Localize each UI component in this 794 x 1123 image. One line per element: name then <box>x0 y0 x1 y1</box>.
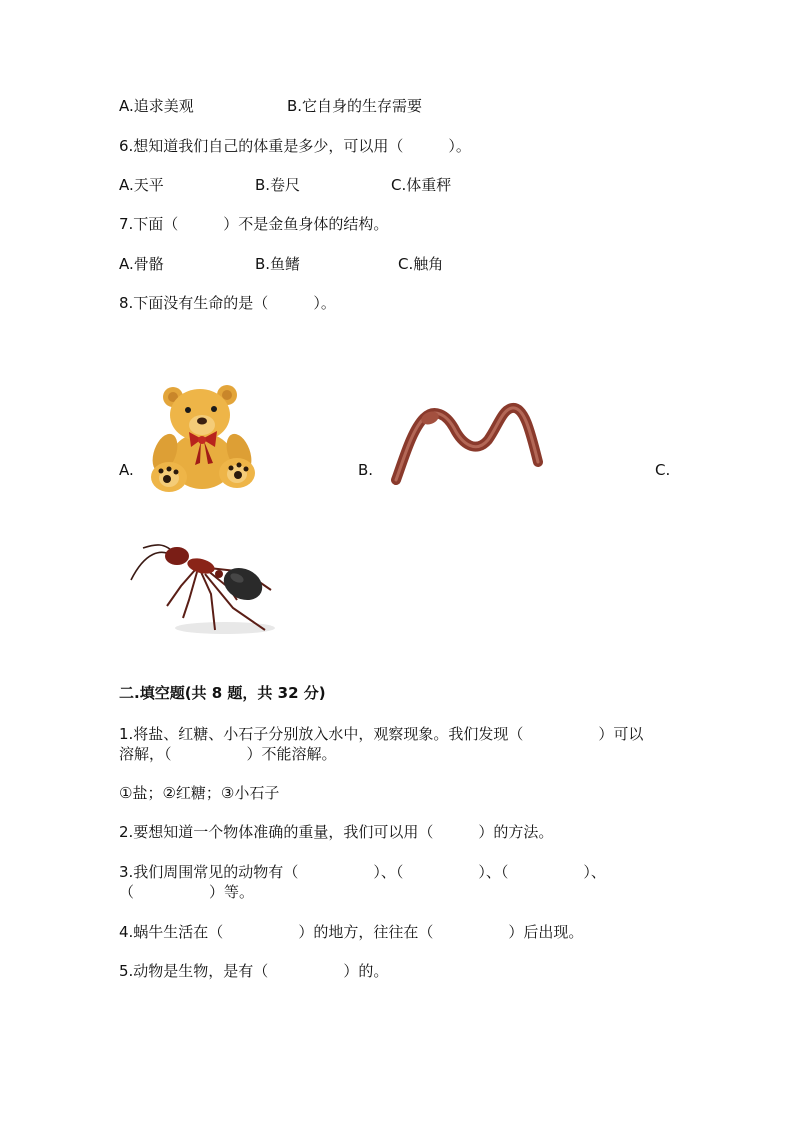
q8-label-b: B. <box>358 461 374 479</box>
q8-label-a: A. <box>119 461 134 479</box>
fill-q1-note: ①盐；②红糖；③小石子 <box>119 784 280 802</box>
fill-q3-line1: 3.我们周围常见的动物有（ ）、（ ）、（ ）、 <box>119 863 606 881</box>
q8-label-c: C. <box>655 461 671 479</box>
q7-option-c: C.触角 <box>398 255 444 273</box>
fill-q4: 4.蜗牛生活在（ ）的地方，往往在（ ）后出现。 <box>119 923 584 941</box>
fill-q1-line1: 1.将盐、红糖、小石子分别放入水中，观察现象。我们发现（ ）可以 <box>119 725 644 743</box>
q7-stem: 7.下面（ ）不是金鱼身体的结构。 <box>119 215 389 233</box>
earthworm-image <box>390 400 545 485</box>
teddy-bear-image <box>145 383 260 495</box>
q7-option-a: A.骨骼 <box>119 255 164 273</box>
section-title: 二.填空题(共 8 题，共 32 分) <box>119 684 326 702</box>
q6-option-b: B.卷尺 <box>255 176 301 194</box>
fill-q3-line2: （ ）等。 <box>119 883 255 901</box>
q7-option-b: B.鱼鳍 <box>255 255 301 273</box>
fill-q2: 2.要想知道一个物体准确的重量，我们可以用（ ）的方法。 <box>119 823 554 841</box>
q6-option-c: C.体重秤 <box>391 176 452 194</box>
q5-option-a: A.追求美观 <box>119 97 194 115</box>
q5-option-b: B.它自身的生存需要 <box>287 97 423 115</box>
fill-q5: 5.动物是生物，是有（ ）的。 <box>119 962 389 980</box>
q8-stem: 8.下面没有生命的是（ ）。 <box>119 294 336 312</box>
q6-option-a: A.天平 <box>119 176 164 194</box>
q6-stem: 6.想知道我们自己的体重是多少，可以用（ ）。 <box>119 137 471 155</box>
fill-q1-line2: 溶解，（ ）不能溶解。 <box>119 745 337 763</box>
ant-image <box>125 538 285 638</box>
